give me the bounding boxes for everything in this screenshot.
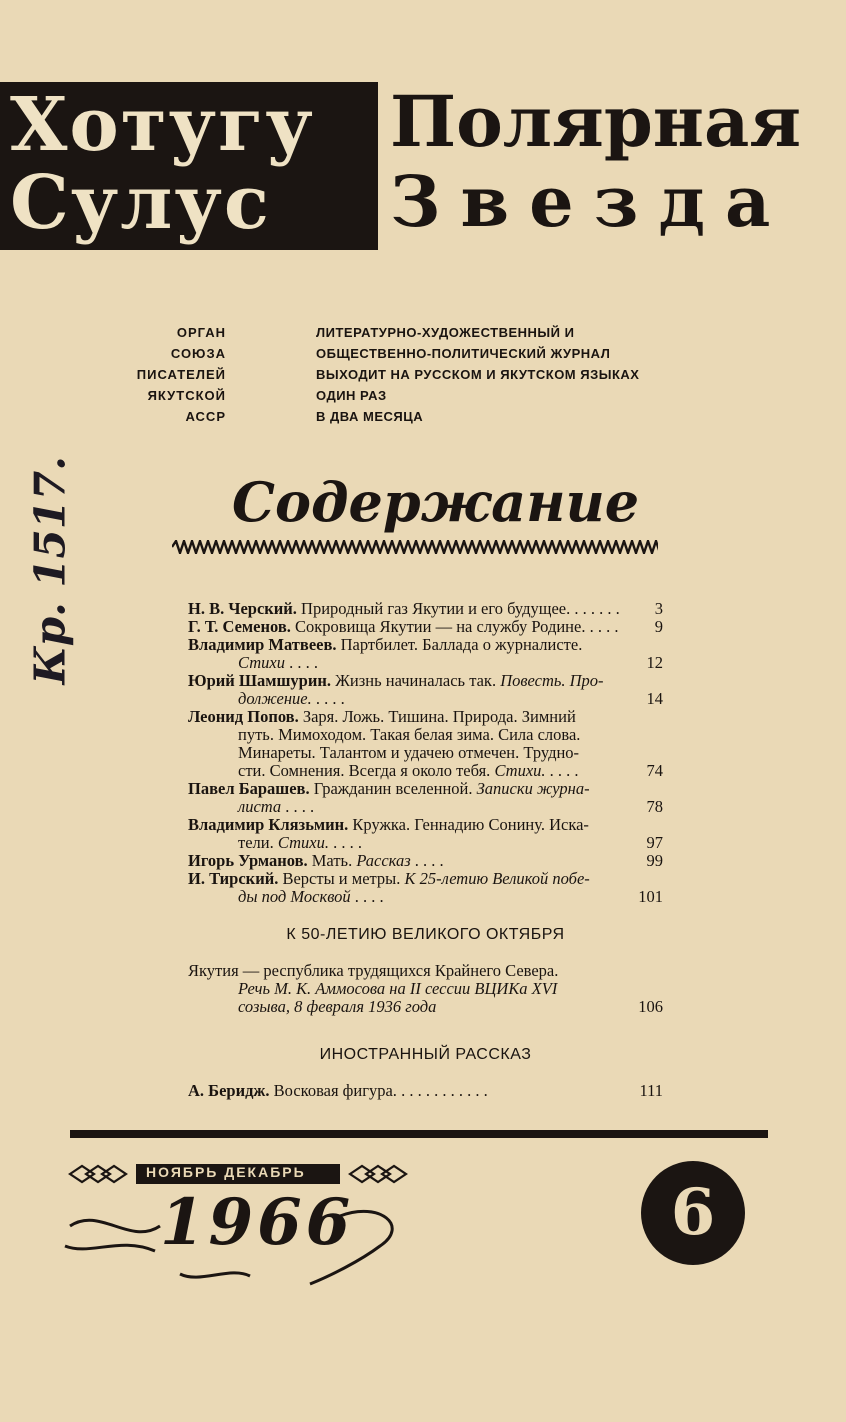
october-italic: Речь М. К. Аммосова на II сессии ВЦИКа XVI bbox=[238, 979, 558, 998]
ornament-zigzag bbox=[172, 541, 658, 553]
toc-continuation-text: тели. bbox=[238, 833, 274, 852]
foreign-line: А. Беридж. Восковая фигура. . . . . . . . . . . . 111 bbox=[188, 1081, 663, 1100]
description-line: ЛИТЕРАТУРНО-ХУДОЖЕСТВЕННЫЙ И bbox=[316, 325, 575, 340]
toc-entry-first-line bbox=[188, 636, 663, 654]
toc-entry bbox=[188, 816, 663, 852]
masthead-yakut-line2: Сулус bbox=[10, 160, 271, 246]
toc-title: Заря. Ложь. Тишина. Природа. Зимний bbox=[302, 707, 576, 726]
journal-description bbox=[316, 322, 736, 427]
october-entry bbox=[188, 962, 663, 1016]
month-band bbox=[68, 1162, 408, 1186]
toc-title: Версты и метры. bbox=[282, 869, 401, 888]
toc-author: Владимир Клязьмин. bbox=[188, 815, 349, 834]
toc-page-number: 111 bbox=[639, 1081, 663, 1100]
toc-page-number: 3 bbox=[654, 599, 663, 618]
october-italic: созыва, 8 февраля 1936 года bbox=[238, 997, 437, 1016]
toc-continuation-italic: Стихи. bbox=[494, 761, 546, 780]
toc-title: Жизнь начиналась так. bbox=[335, 671, 497, 690]
toc-author: Юрий Шамшурин. bbox=[188, 671, 331, 690]
toc-entry bbox=[188, 780, 663, 816]
toc-continuation-italic: ды под Москвой bbox=[238, 887, 351, 906]
table-of-contents bbox=[188, 600, 663, 906]
toc-author: И. Тирский. bbox=[188, 869, 279, 888]
issue-number: 6 bbox=[670, 1175, 716, 1250]
toc-entry-first-line bbox=[188, 870, 663, 888]
toc-entry-continuation: листа . . . . 78 bbox=[238, 797, 663, 816]
publisher-organ bbox=[130, 322, 226, 427]
toc-continuation-text: сти. Сомнения. Всегда я около тебя. bbox=[238, 761, 491, 780]
toc-title: Сокровища Якутии — на службу Родине. bbox=[295, 617, 586, 636]
toc-entry-continuation bbox=[188, 744, 663, 762]
organ-line: ЯКУТСКОЙ bbox=[147, 388, 226, 403]
toc-page-number: 14 bbox=[646, 689, 663, 708]
handwritten-library-mark: Кр. 1517. bbox=[25, 456, 75, 685]
toc-entry-continuation: сти. Сомнения. Всегда я около тебя. Стихи. . . . . 74 bbox=[238, 761, 663, 780]
october-line bbox=[188, 980, 663, 998]
toc-entry bbox=[188, 962, 663, 1016]
issue-year: 1966 bbox=[160, 1185, 355, 1260]
october-text: Якутия — республика трудящихся Крайнего Севера. bbox=[188, 961, 559, 980]
toc-author: Леонид Попов. bbox=[188, 707, 299, 726]
toc-continuation-text: Минареты. Талантом и удачею отмечен. Трудно- bbox=[238, 743, 580, 762]
toc-entry bbox=[188, 618, 663, 636]
toc-entry-continuation: должение. . . . . 14 bbox=[238, 689, 663, 708]
issue-number-badge bbox=[641, 1161, 745, 1265]
toc-entry-continuation: Стихи . . . . 12 bbox=[238, 653, 663, 672]
issue-months: НОЯБРЬ ДЕКАБРЬ bbox=[146, 1164, 306, 1180]
toc-entry-first-line: Н. В. Черский. Природный газ Якутии и его будущее. . . . . . . 3 bbox=[188, 599, 663, 618]
masthead-russian-line2: Звезда bbox=[390, 160, 791, 243]
toc-page-number: 78 bbox=[646, 797, 663, 816]
description-line: В ДВА МЕСЯЦА bbox=[316, 409, 424, 424]
toc-page-number: 106 bbox=[638, 997, 663, 1016]
toc-title: Восковая фигура. bbox=[273, 1081, 397, 1100]
toc-page-number: 99 bbox=[646, 851, 663, 870]
toc-entry-continuation: ды под Москвой . . . . 101 bbox=[238, 887, 663, 906]
toc-entry-first-line bbox=[188, 708, 663, 726]
toc-title: Партбилет. Баллада о журналисте. bbox=[340, 635, 583, 654]
toc-page-number: 97 bbox=[646, 833, 663, 852]
organ-line: АССР bbox=[185, 409, 226, 424]
toc-title-italic: Рассказ bbox=[356, 851, 411, 870]
ornament-band bbox=[172, 540, 658, 554]
masthead-russian-line1: Полярная bbox=[390, 80, 802, 163]
contents-title: Содержание bbox=[232, 470, 640, 534]
toc-entry-continuation bbox=[188, 726, 663, 744]
toc-page-number: 9 bbox=[654, 617, 663, 636]
toc-title-italic: Записки журна- bbox=[476, 779, 590, 798]
toc-title: Кружка. Геннадию Сонину. Иска- bbox=[352, 815, 589, 834]
toc-continuation-italic: Стихи bbox=[238, 653, 285, 672]
toc-continuation-italic: Стихи. bbox=[277, 833, 329, 852]
toc-entry-first-line: Игорь Урманов. Мать. Рассказ . . . . 99 bbox=[188, 851, 663, 870]
toc-entry bbox=[188, 870, 663, 906]
toc-entry-first-line bbox=[188, 780, 663, 798]
toc-entry bbox=[188, 708, 663, 780]
foreign-entry bbox=[188, 1082, 663, 1100]
masthead-yakut-block bbox=[0, 82, 378, 250]
toc-author: А. Беридж. bbox=[188, 1081, 270, 1100]
october-line bbox=[188, 962, 663, 980]
organ-line: СОЮЗА bbox=[170, 346, 226, 361]
toc-title: Природный газ Якутии и его будущее. . . bbox=[301, 599, 587, 618]
description-line: ОДИН РАЗ bbox=[316, 388, 387, 403]
toc-author: Павел Барашев. bbox=[188, 779, 310, 798]
toc-entry bbox=[188, 672, 663, 708]
organ-line: ОРГАН bbox=[176, 325, 226, 340]
description-line: ОБЩЕСТВЕННО-ПОЛИТИЧЕСКИЙ ЖУРНАЛ bbox=[316, 346, 611, 361]
toc-continuation-text: путь. Мимоходом. Такая белая зима. Сила слова. bbox=[238, 725, 581, 744]
masthead-russian-title bbox=[390, 82, 846, 252]
toc-entry bbox=[188, 636, 663, 672]
toc-continuation-italic: должение. bbox=[238, 689, 312, 708]
toc-author: Игорь Урманов. bbox=[188, 851, 308, 870]
toc-title-italic: Повесть. Про- bbox=[500, 671, 604, 690]
section-title-october: К 50-ЛЕТИЮ ВЕЛИКОГО ОКТЯБРЯ bbox=[286, 926, 565, 943]
toc-page-number: 12 bbox=[646, 653, 663, 672]
toc-continuation-italic: листа bbox=[238, 797, 282, 816]
toc-title: Гражданин вселенной. bbox=[313, 779, 473, 798]
masthead-yakut-title bbox=[0, 82, 378, 246]
toc-author: Н. В. Черский. bbox=[188, 599, 297, 618]
october-line bbox=[188, 998, 663, 1016]
toc-author: Владимир Матвеев. bbox=[188, 635, 337, 654]
masthead-yakut-line1: Хотугу bbox=[10, 82, 315, 168]
toc-entry-first-line bbox=[188, 816, 663, 834]
toc-title: Мать. bbox=[311, 851, 353, 870]
toc-entry bbox=[188, 1082, 663, 1100]
toc-entry-first-line: Г. Т. Семенов. Сокровища Якутии — на службу Родине. . . . . 9 bbox=[188, 617, 663, 636]
section-title-foreign: ИНОСТРАННЫЙ РАССКАЗ bbox=[319, 1046, 532, 1063]
toc-author: Г. Т. Семенов. bbox=[188, 617, 291, 636]
organ-line: ПИСАТЕЛЕЙ bbox=[136, 367, 226, 382]
toc-entry-continuation: тели. Стихи. . . . . 97 bbox=[238, 833, 663, 852]
divider-bar bbox=[70, 1130, 768, 1138]
contents-heading bbox=[172, 470, 662, 570]
toc-page-number: 74 bbox=[646, 761, 663, 780]
toc-entry bbox=[188, 600, 663, 618]
toc-page-number: 101 bbox=[638, 887, 663, 906]
toc-title-italic: К 25-летию Великой побе- bbox=[404, 869, 590, 888]
toc-entry-first-line bbox=[188, 672, 663, 690]
description-line: ВЫХОДИТ НА РУССКОМ И ЯКУТСКОМ ЯЗЫКАХ bbox=[316, 367, 640, 382]
toc-entry bbox=[188, 852, 663, 870]
